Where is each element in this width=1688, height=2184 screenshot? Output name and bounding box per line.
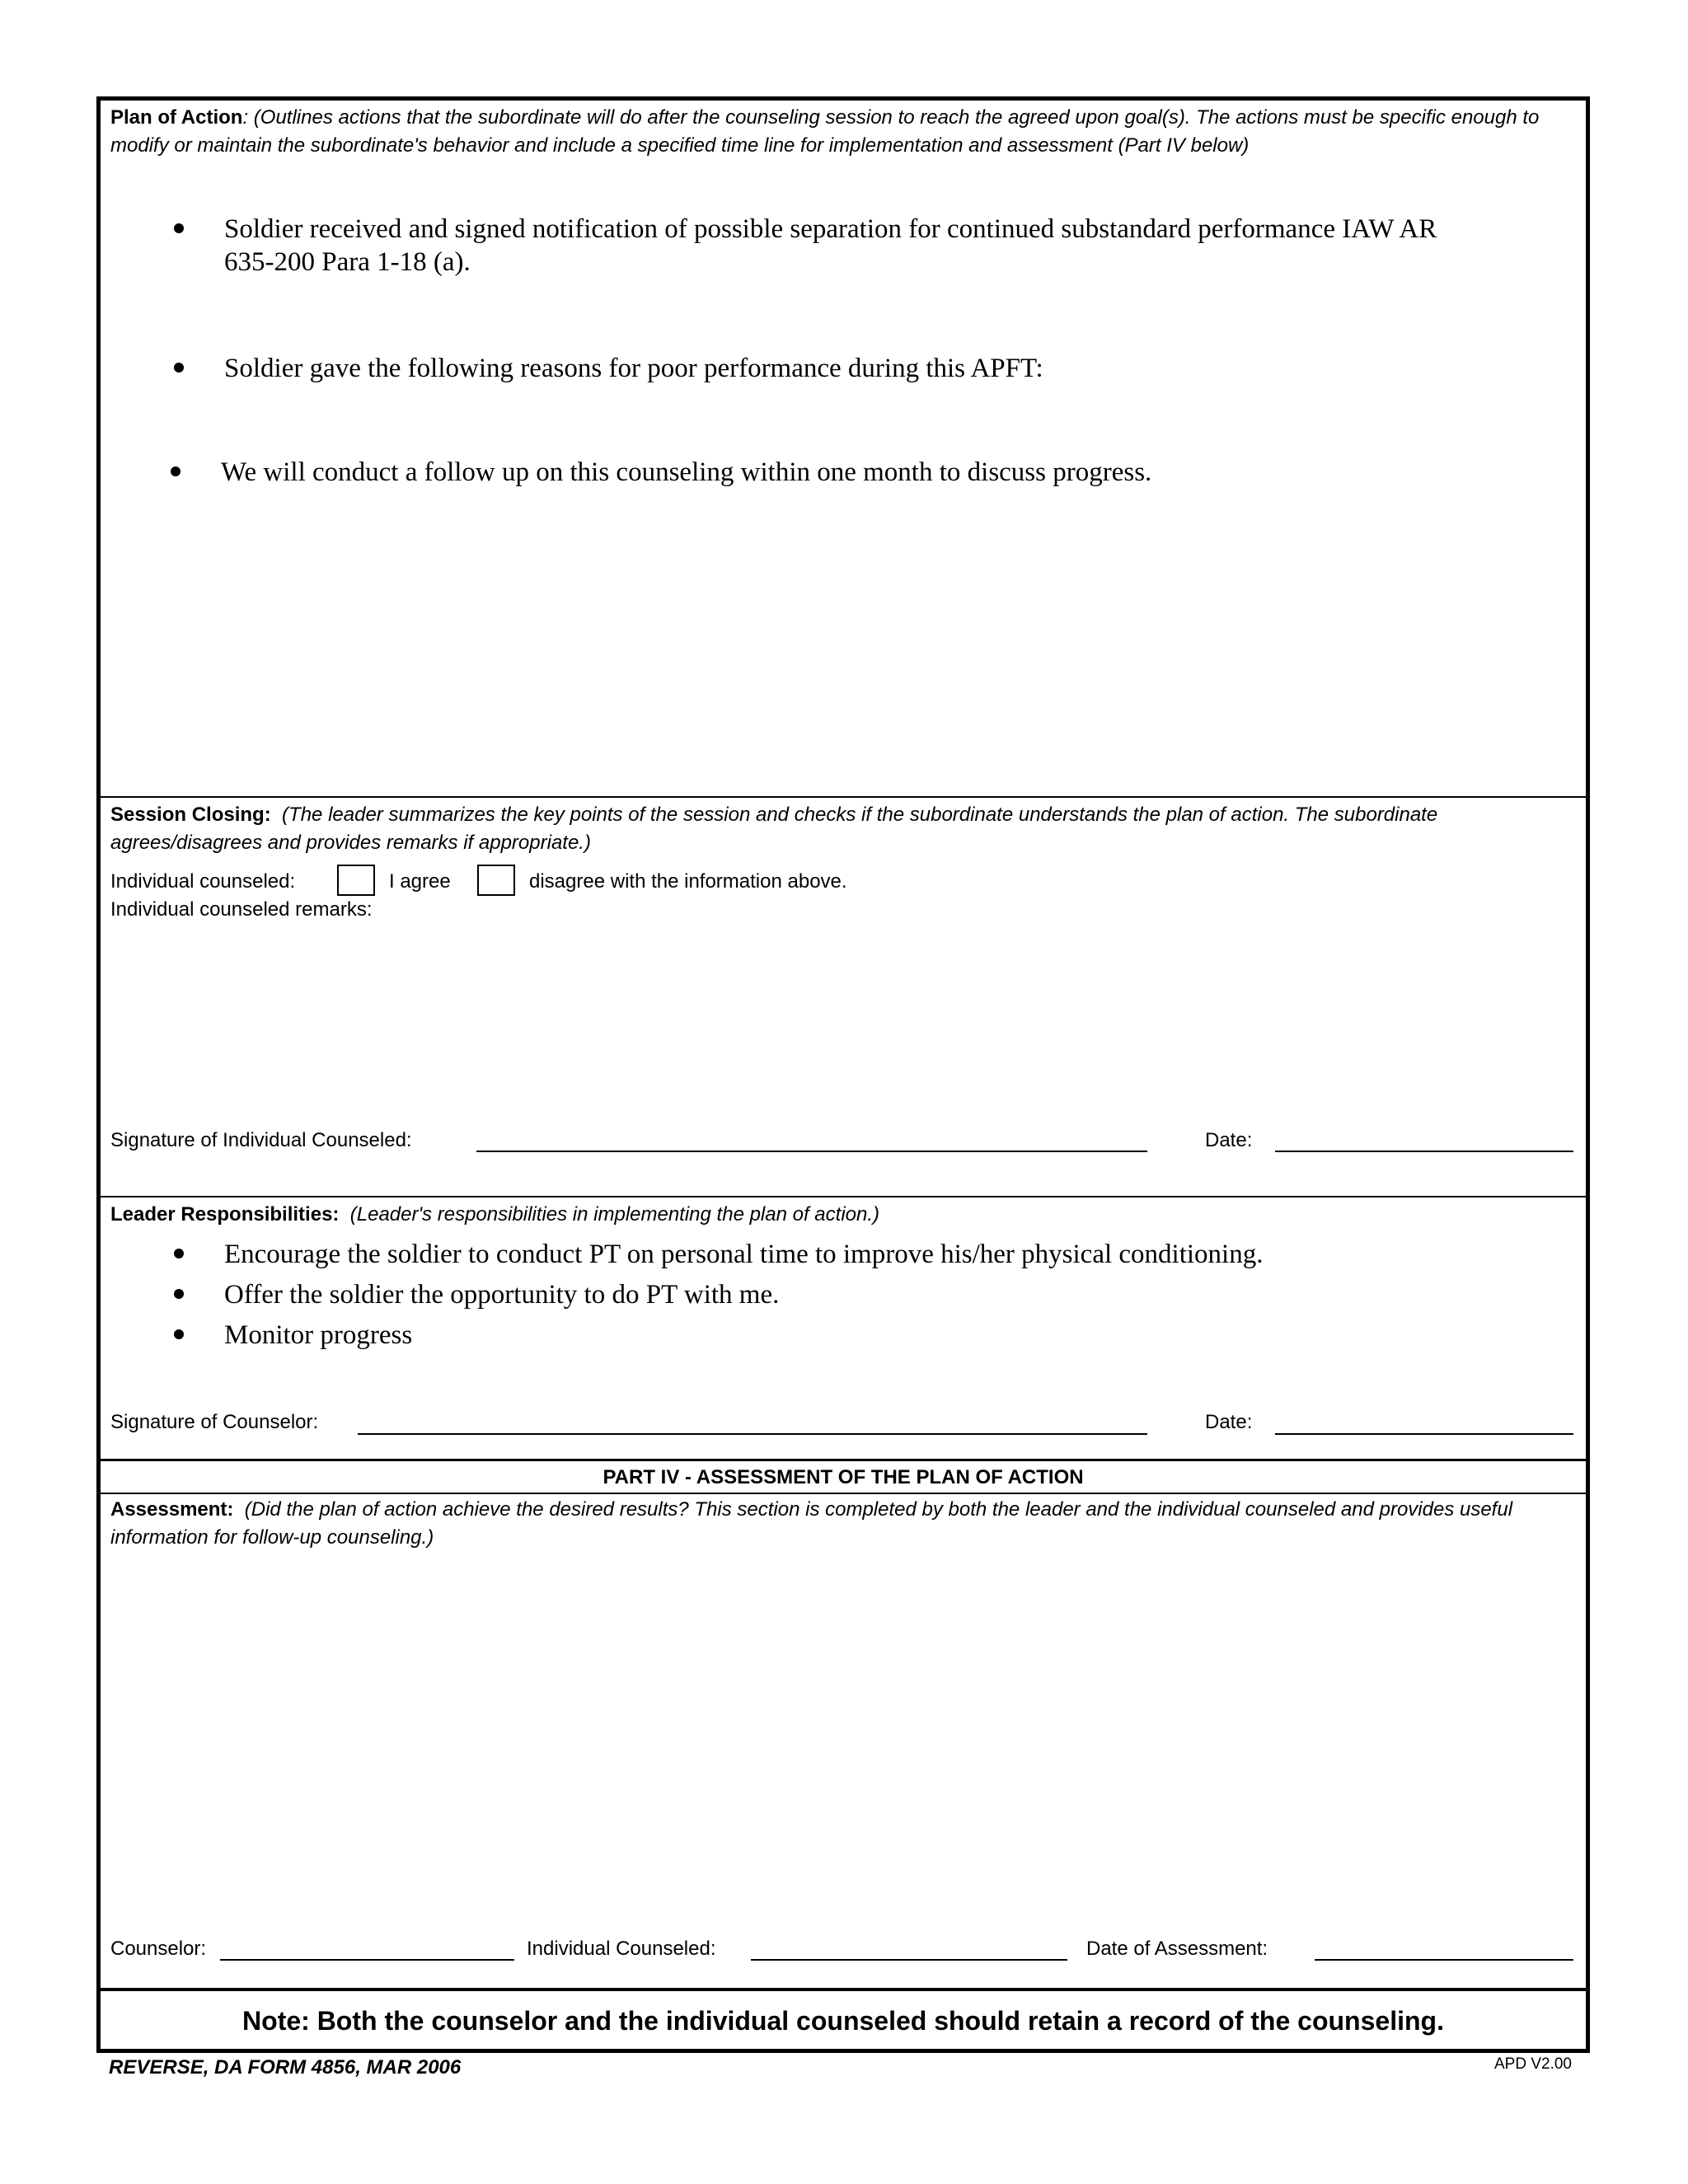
signature-counselor-label: Signature of Counselor: (110, 1411, 319, 1433)
counseling-form (96, 96, 1590, 2053)
date-of-assessment-label: Date of Assessment: (1086, 1938, 1268, 1960)
signature-individual-label: Signature of Individual Counseled: (110, 1129, 412, 1151)
leader-responsibilities-section (101, 1197, 1586, 1461)
bullet-icon (174, 1329, 184, 1339)
date-line[interactable] (1275, 1151, 1573, 1152)
plan-of-action-section (101, 101, 1586, 798)
plan-bullet-2: Soldier gave the following reasons for poor performance during this APFT: (224, 354, 1043, 383)
assessment-field[interactable] (110, 1568, 1569, 1898)
individual-counseled-label: Individual counseled: (110, 870, 296, 893)
assessment-instructions (110, 1496, 1569, 1552)
date-of-assessment-line[interactable] (1315, 1959, 1573, 1961)
bullet-icon (174, 1289, 184, 1299)
bullet-icon (171, 466, 181, 476)
plan-of-action-title: Plan of Action (110, 106, 243, 129)
agree-label: I agree (389, 870, 451, 893)
session-closing-instructions (110, 801, 1569, 857)
counselor-label: Counselor: (110, 1938, 207, 1960)
individual-counseled-line[interactable] (751, 1959, 1067, 1961)
part-iv-header: PART IV - ASSESSMENT OF THE PLAN OF ACTION (101, 1461, 1586, 1494)
leader-bullet-3: Monitor progress (224, 1320, 413, 1350)
session-closing-title: Session Closing: (110, 804, 271, 826)
bullet-icon (174, 1249, 184, 1258)
leader-bullet-2: Offer the soldier the opportunity to do PT with me. (224, 1280, 780, 1310)
plan-bullet-1: Soldier received and signed notification of possible separation for continued substandard performance IAW AR 635-200 Para 1-18 (a). (224, 214, 1437, 277)
assessment-section (101, 1494, 1586, 1991)
disagree-label: disagree with the information above. (529, 870, 847, 893)
retention-note: Note: Both the counselor and the individual counseled should retain a record of the counseling. (242, 2006, 1444, 2036)
session-closing-instruction-text: (The leader summarizes the key points of the session and checks if the subordinate understands the plan of action. The subordinate agrees/disagrees and provides remarks if appropriate.) (110, 804, 1438, 854)
leader-responsibilities-instructions (110, 1201, 1569, 1229)
individual-counseled-assessment-label: Individual Counseled: (527, 1938, 716, 1960)
plan-bullet-3: We will conduct a follow up on this counseling within one month to discuss progress. (221, 457, 1152, 487)
remarks-field[interactable] (110, 930, 1569, 1094)
leader-bullet-1: Encourage the soldier to conduct PT on personal time to improve his/her physical conditioning. (224, 1240, 1264, 1269)
date-label: Date: (1205, 1129, 1253, 1151)
leader-responsibilities-instruction-text: (Leader's responsibilities in implementing the plan of action.) (349, 1203, 880, 1226)
date-label: Date: (1205, 1411, 1253, 1433)
signature-individual-line[interactable] (476, 1151, 1147, 1152)
assessment-instruction-text: (Did the plan of action achieve the desired results? This section is completed by both the leader and the individual counseled and provides useful information for follow-up counseling.) (110, 1498, 1513, 1549)
bullet-icon (174, 223, 184, 233)
plan-of-action-instruction-text: : (Outlines actions that the subordinate will do after the counseling session to reach the agreed upon goal(s). The actions must be specific enough to modify or maintain the subordinate's behavior and include a specified time line for implementation and assessment (Part IV below) (110, 106, 1540, 157)
leader-responsibilities-title: Leader Responsibilities: (110, 1203, 340, 1226)
bullet-icon (174, 363, 184, 373)
plan-of-action-instructions (110, 104, 1569, 160)
date-line[interactable] (1275, 1433, 1573, 1435)
session-closing-section (101, 798, 1586, 1197)
assessment-title: Assessment: (110, 1498, 234, 1521)
disagree-checkbox[interactable] (477, 865, 515, 896)
form-identifier: REVERSE, DA FORM 4856, MAR 2006 (109, 2056, 462, 2079)
signature-counselor-line[interactable] (358, 1433, 1147, 1435)
form-version: APD V2.00 (1494, 2055, 1572, 2073)
remarks-label: Individual counseled remarks: (110, 898, 373, 921)
counselor-line[interactable] (220, 1959, 514, 1961)
agree-checkbox[interactable] (337, 865, 375, 896)
